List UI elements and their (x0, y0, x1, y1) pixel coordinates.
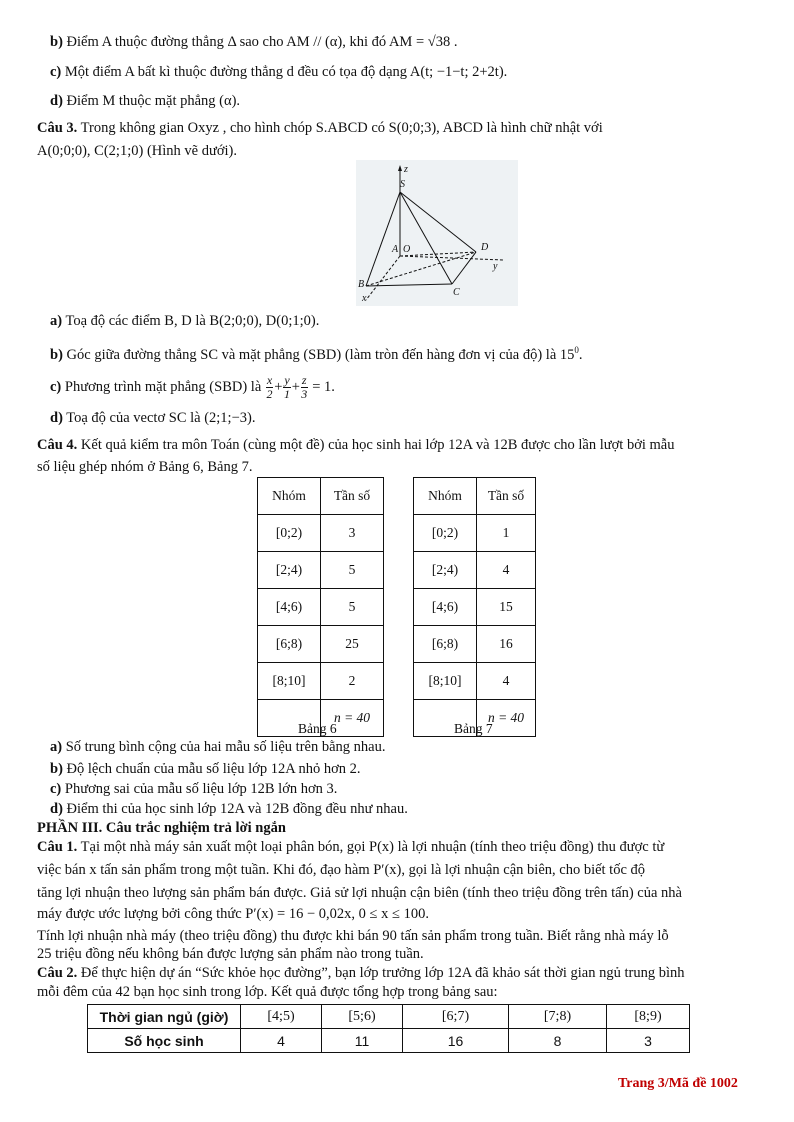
table-row: [2;4) 4 (414, 552, 536, 589)
point-label-s: S (400, 179, 405, 190)
part3-q2-line2: mỗi đêm của 42 bạn học sinh trong lớp. Kết quả được tổng hợp trong bảng sau: (37, 984, 498, 1000)
q4-stem-line2: số liệu ghép nhóm ở Bảng 6, Bảng 7. (37, 459, 253, 475)
part3-title: PHẦN III. Câu trắc nghiệm trả lời ngắn (37, 820, 286, 836)
q2-option-d: d) Điểm M thuộc mặt phẳng (α). (50, 93, 241, 109)
fraction-y-1: $\frac{y}{1}$ (284, 373, 291, 402)
table-row: [6;8) 25 (258, 626, 384, 663)
table-row: Nhóm Tần số (414, 478, 536, 515)
part3-q1-line6: 25 triệu đồng nếu không bán được lượng sản phẩm nào trong tuần. (37, 946, 424, 962)
pyramid-figure (356, 160, 518, 306)
part3-q1-line2: việc bán x tấn sản phẩm trong một tuần. Khi đó, đạo hàm P′(x), gọi là lợi nhuận cận biên, cho biết tốc độ (37, 862, 646, 878)
q3-option-c: c) Phương trình mặt phẳng (SBD) là $\frac{x}{2}$ + $\frac{y}{1}$ + $\frac{z}{3}$ = 1. (50, 373, 335, 402)
q2-option-c: c) Một điểm A bất kì thuộc đường thẳng d đều có tọa độ dạng A(t; −1−t; 2+2t). (50, 64, 508, 80)
q3-stem-line2: A(0;0;0), C(2;1;0) (Hình vẽ dưới). (37, 143, 237, 159)
table-row: [8;10] 2 (258, 663, 384, 700)
part3-q1-line5: Tính lợi nhuận nhà máy (theo triệu đồng) thu được khi bán 90 tấn sản phẩm trong tuần. Biết rằng nhà máy lỗ (37, 928, 669, 944)
point-label-c: C (453, 287, 460, 298)
table-row: Số học sinh 4 11 16 8 3 (88, 1029, 690, 1053)
q3-stem-line1: Câu 3. Trong không gian Oxyz , cho hình chóp S.ABCD có S(0;0;3), ABCD là hình chữ nhật với (37, 120, 603, 136)
part3-q2-line1: Câu 2. Để thực hiện dự án “Sức khỏe học đường”, bạn lớp trưởng lớp 12A đã khảo sát thời gian ngủ trung bình (37, 965, 685, 981)
table-row: [4;6) 5 (258, 589, 384, 626)
sleep-table (87, 1004, 690, 1053)
q3-option-b: b) Góc giữa đường thẳng SC và mặt phẳng (SBD) (làm tròn đến hàng đơn vị của độ) là $15^0$. (50, 345, 583, 363)
part3-q1-line4: máy được ước lượng bởi công thức P′(x) = 16 − 0,02x, 0 ≤ x ≤ 100. (37, 906, 429, 922)
table-row: Nhóm Tần số (258, 478, 384, 515)
q4-stem-line1: Câu 4. Kết quả kiểm tra môn Toán (cùng một đề) của học sinh hai lớp 12A và 12B được cho lần lượt bởi mẫu (37, 437, 675, 453)
table-row: n = 40 (258, 700, 384, 737)
table-row: Thời gian ngủ (giờ) [4;5) [5;6) [6;7) [7;8) [8;9) (88, 1005, 690, 1029)
axis-label-y: y (493, 261, 498, 272)
part3-q1-line1: Câu 1. Tại một nhà máy sản xuất một loại phân bón, gọi P(x) là lợi nhuận (tính theo triệu đồng) thu được từ (37, 839, 665, 855)
q3-option-a: a) Toạ độ các điểm B, D là B(2;0;0), D(0;1;0). (50, 313, 320, 329)
table-row: [2;4) 5 (258, 552, 384, 589)
table-row: [0;2) 1 (414, 515, 536, 552)
axis-label-x: x (362, 293, 367, 304)
q4-option-b: b) Độ lệch chuẩn của mẫu số liệu lớp 12A nhỏ hơn 2. (50, 761, 361, 777)
table-row: [0;2) 3 (258, 515, 384, 552)
table-row: [6;8) 16 (414, 626, 536, 663)
q2-option-b: b) Điểm A thuộc đường thẳng Δ sao cho AM // (α), khi đó AM = √38 . (50, 34, 458, 50)
point-label-o: O (403, 244, 411, 255)
point-label-a: A (392, 244, 399, 255)
part3-q1-line3: tăng lợi nhuận theo lượng sản phẩm bán được. Giả sử lợi nhuận cận biên (tính theo triệu đồng trên tấn) của nhà (37, 885, 682, 901)
table-6 (257, 477, 384, 737)
q4-option-a: a) Số trung bình cộng của hai mẫu số liệu trên bằng nhau. (50, 739, 386, 755)
q4-option-d: d) Điểm thi của học sinh lớp 12A và 12B đồng đều như nhau. (50, 801, 408, 817)
table-row: n = 40 (414, 700, 536, 737)
table-6-caption: Bảng 6 (298, 721, 337, 736)
table-7 (413, 477, 536, 737)
axis-label-z: z (404, 164, 408, 175)
q3-option-d: d) Toạ độ của vectơ SC là (2;1;−3). (50, 410, 256, 426)
point-label-b: B (358, 279, 365, 290)
table-7-caption: Bảng 7 (454, 721, 493, 736)
point-label-d: D (481, 242, 489, 253)
table-row: [4;6) 15 (414, 589, 536, 626)
q4-option-c: c) Phương sai của mẫu số liệu lớp 12B lớn hơn 3. (50, 781, 338, 797)
page-footer: Trang 3/Mã đề 1002 (618, 1076, 738, 1091)
fraction-z-3: $\frac{z}{3}$ (301, 373, 308, 402)
fraction-x-2: $\frac{x}{2}$ (266, 373, 273, 402)
table-row: [8;10] 4 (414, 663, 536, 700)
